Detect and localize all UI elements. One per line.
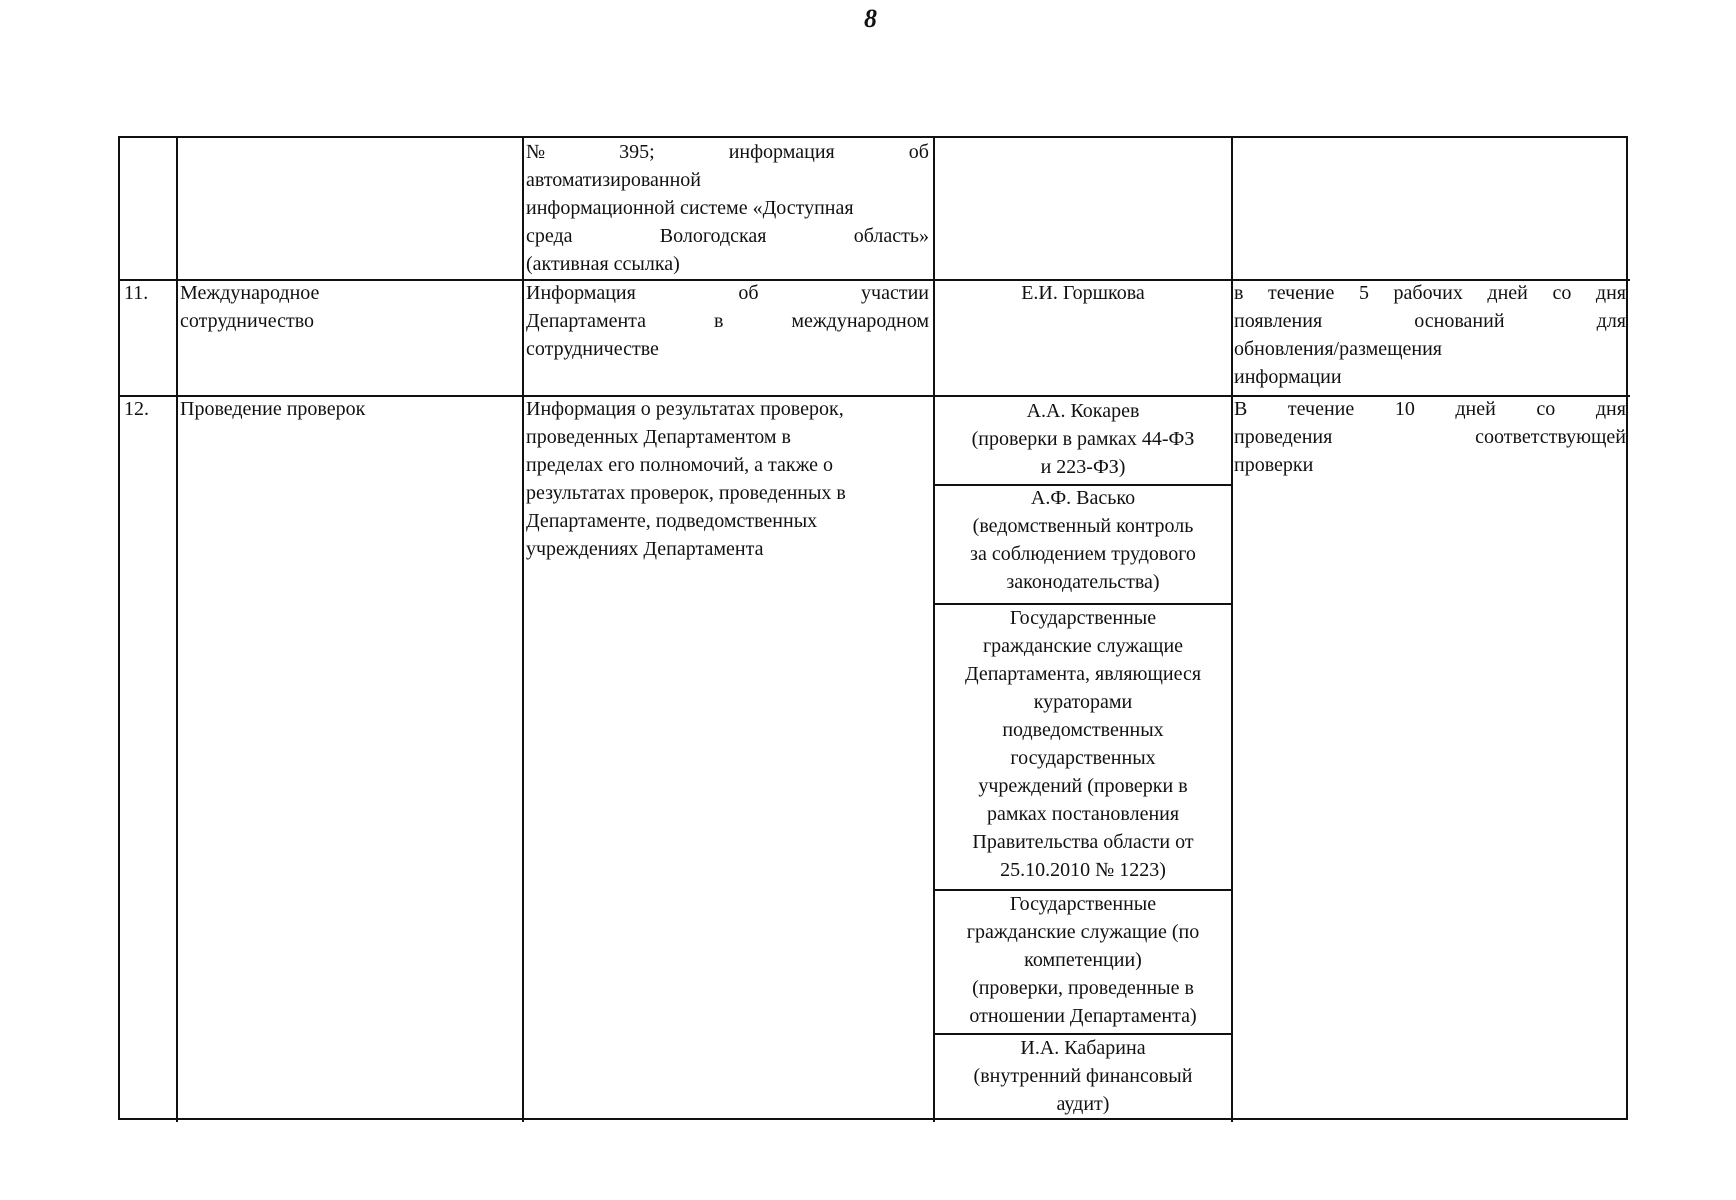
responsible-line: Правительства области от xyxy=(972,831,1194,853)
info-line xyxy=(526,307,929,335)
responsible-line: кураторами xyxy=(1033,691,1133,713)
responsible-line: А.Ф. Васько xyxy=(1030,487,1136,509)
responsible-line: подведомственных xyxy=(1002,719,1164,741)
responsible-line: и 223-ФЗ) xyxy=(1040,456,1126,478)
responsible-line: учреждений (проверки в xyxy=(978,775,1188,797)
text-segment: об xyxy=(738,282,759,304)
deadline-cell xyxy=(1234,279,1626,391)
responsible-line: компетенции) xyxy=(1024,949,1142,971)
info-line: пределах его полномочий, а также о xyxy=(526,454,834,476)
text-segment: международном xyxy=(791,310,929,332)
info-line xyxy=(526,222,929,250)
responsible-group xyxy=(935,604,1231,884)
deadline-line xyxy=(1234,279,1626,307)
row-number: 12. xyxy=(124,398,149,420)
info-line: информационной системе «Доступная xyxy=(526,197,854,219)
deadline-line xyxy=(1234,395,1626,423)
info-line: результатах проверок, проведенных в xyxy=(526,482,846,504)
text-segment: для xyxy=(1596,310,1626,332)
column-divider xyxy=(1231,138,1233,1122)
plan-table xyxy=(118,136,1628,1120)
responsible-line: за соблюдением трудового xyxy=(970,543,1196,565)
text-segment: соответствующей xyxy=(1475,426,1626,448)
text-segment: участии xyxy=(861,282,929,304)
deadline-line xyxy=(1234,423,1626,451)
section-cell xyxy=(180,279,319,335)
responsible-line: рамках постановления xyxy=(986,803,1180,825)
column-divider xyxy=(176,138,178,1122)
section-line: Международное xyxy=(180,282,320,304)
responsible-line: отношении Департамента) xyxy=(969,1005,1197,1027)
responsible-line: 25.10.2010 № 1223) xyxy=(1000,859,1166,881)
text-segment: оснований xyxy=(1414,310,1505,332)
text-segment: дня xyxy=(1595,282,1626,304)
deadline-cell xyxy=(1234,395,1626,479)
text-segment: Вологодская xyxy=(659,225,767,247)
info-line: учреждениях Департамента xyxy=(526,538,764,560)
text-segment: со xyxy=(1536,398,1556,420)
responsible-line: (проверки в рамках 44-ФЗ xyxy=(971,428,1195,450)
responsible-group xyxy=(935,484,1231,596)
deadline-line xyxy=(1234,307,1626,335)
text-segment: рабочих xyxy=(1393,282,1463,304)
responsible-line: А.А. Кокарев xyxy=(1026,400,1140,422)
info-line: Департаменте, подведомственных xyxy=(526,510,818,532)
info-line: сотрудничестве xyxy=(526,338,659,360)
text-segment: 10 xyxy=(1394,398,1415,420)
continuation-info-cell xyxy=(526,138,929,278)
responsible-line: И.А. Кабарина xyxy=(1020,1037,1146,1059)
responsible-line: аудит) xyxy=(1056,1093,1110,1115)
info-line xyxy=(526,138,929,166)
responsible-line: (проверки, проведенные в xyxy=(972,977,1194,999)
text-segment: 395; xyxy=(619,141,655,163)
text-segment: информация xyxy=(728,141,835,163)
text-segment: № xyxy=(526,141,546,163)
deadline-line: обновления/размещения xyxy=(1234,338,1442,360)
row-number: 11. xyxy=(124,282,149,304)
info-line: (активная ссылка) xyxy=(526,253,680,275)
info-cell xyxy=(526,279,929,363)
responsible-line: (ведомственный контроль xyxy=(972,515,1194,537)
text-segment: В xyxy=(1234,398,1248,420)
info-line: Информация о результатах проверок, xyxy=(526,398,844,420)
responsible-cell: Е.И. Горшкова xyxy=(1021,282,1145,304)
deadline-line: проверки xyxy=(1234,454,1314,476)
info-line: проведенных Департаментом в xyxy=(526,426,791,448)
section-line: сотрудничество xyxy=(180,310,315,332)
text-segment: Департамента xyxy=(526,310,647,332)
info-cell xyxy=(526,395,929,563)
text-segment: дня xyxy=(1595,398,1626,420)
responsible-line: (внутренний финансовый xyxy=(973,1065,1193,1087)
text-segment: Информация xyxy=(526,282,636,304)
responsible-line: гражданские служащие (по xyxy=(966,921,1200,943)
text-segment: появления xyxy=(1234,310,1323,332)
section-cell: Проведение проверок xyxy=(180,398,366,420)
text-segment: проведения xyxy=(1234,426,1333,448)
column-divider xyxy=(522,138,524,1122)
responsible-line: Государственные xyxy=(1009,607,1157,629)
text-segment: со xyxy=(1552,282,1572,304)
info-line xyxy=(526,279,929,307)
text-segment: об xyxy=(908,141,929,163)
responsible-group xyxy=(935,890,1231,1030)
responsible-line: Департамента, являющиеся xyxy=(964,663,1202,685)
text-segment: в xyxy=(713,310,724,332)
text-segment: дней xyxy=(1455,398,1496,420)
text-segment: течение xyxy=(1287,398,1355,420)
text-segment: течение xyxy=(1268,282,1335,304)
responsible-group xyxy=(935,397,1231,481)
text-segment: дней xyxy=(1487,282,1528,304)
text-segment: 5 xyxy=(1358,282,1369,304)
info-line: автоматизированной xyxy=(526,169,702,191)
text-segment: среда xyxy=(526,225,573,247)
responsible-line: законодательства) xyxy=(1006,571,1160,593)
responsible-line: Государственные xyxy=(1009,893,1157,915)
responsible-line: государственных xyxy=(1010,747,1156,769)
responsible-line: гражданские служащие xyxy=(982,635,1184,657)
text-segment: область» xyxy=(853,225,929,247)
responsible-group xyxy=(935,1034,1231,1118)
deadline-line: информации xyxy=(1234,366,1342,388)
text-segment: в xyxy=(1234,282,1244,304)
page-number: 8 xyxy=(864,4,877,33)
